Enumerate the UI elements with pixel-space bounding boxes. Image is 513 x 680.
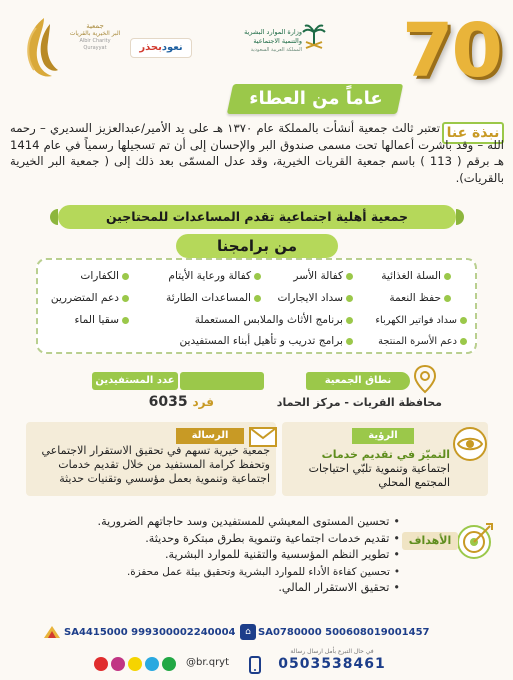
header xyxy=(0,0,513,115)
program-item xyxy=(381,270,451,283)
bullet-dot-icon xyxy=(444,273,451,280)
anniversary-caption: عاماً من العطاء xyxy=(249,88,383,109)
program-item xyxy=(74,314,129,327)
beneficiaries-title: عدد المستفيدين xyxy=(92,372,178,390)
goal-item: • تحقيق الاستقرار المالي. xyxy=(96,580,400,597)
goal-item: • تطوير النظم المؤسسية والتقنية للموارد البشرية. xyxy=(96,547,400,564)
ministry-logo xyxy=(228,18,326,64)
snapchat-icon[interactable] xyxy=(128,657,142,671)
bullet-dot-icon xyxy=(346,295,353,302)
sms-note: في حال التبرع بأمل ارسال رسالة xyxy=(290,648,374,655)
program-item xyxy=(80,270,129,283)
program-item xyxy=(389,292,451,305)
ministry-line1: وزارة الموارد البشرية xyxy=(244,28,302,36)
association-name-en2: Qurayyat xyxy=(83,45,107,51)
vision-highlight: التميّز في تقديم خدمات xyxy=(321,448,450,461)
beneficiaries-count xyxy=(108,394,228,410)
program-item xyxy=(179,335,353,348)
bullet-dot-icon xyxy=(460,338,467,345)
phone-icon xyxy=(246,656,264,674)
program-label: برامج تدريب و تأهيل أبناء المستفيدين xyxy=(179,335,343,347)
beneficiaries-unit: فرد xyxy=(192,395,214,409)
association-name-line1: جمعية xyxy=(86,22,104,30)
social-icons xyxy=(94,655,176,673)
bank-alinma-icon xyxy=(42,624,62,640)
program-label: سداد الايجارات xyxy=(277,292,343,304)
beneficiaries-number: 6035 xyxy=(148,394,188,410)
tagline-ribbon: جمعية أهلية اجتماعية تقدم المساعدات للمحتاجين xyxy=(58,205,456,229)
program-label: المساعدات الطارئة xyxy=(166,292,251,304)
badge-word-1: نعود xyxy=(161,42,183,53)
program-item xyxy=(378,335,467,348)
instagram-icon[interactable] xyxy=(111,657,125,671)
program-item xyxy=(168,270,261,283)
ministry-line3: المملكة العربية السعودية xyxy=(250,47,302,53)
bullet-dot-icon xyxy=(122,295,129,302)
association-name xyxy=(64,22,126,52)
program-label: الكفارات xyxy=(80,270,119,282)
program-item xyxy=(51,292,129,305)
program-item xyxy=(278,292,354,305)
bullet-dot-icon xyxy=(444,295,451,302)
phone-number[interactable]: 0503538461 xyxy=(278,656,386,672)
whatsapp-icon[interactable] xyxy=(162,657,176,671)
program-label: سقيا الماء xyxy=(74,314,119,326)
target-icon xyxy=(456,520,496,560)
program-label: دعم المتضررين xyxy=(50,292,119,304)
association-name-en1: Albir Charity xyxy=(79,38,111,44)
scope-text: محافظة القريات - مركز الحماد xyxy=(276,396,442,409)
bullet-dot-icon xyxy=(122,273,129,280)
back-cautiously-badge xyxy=(130,38,192,58)
palm-emblem-icon xyxy=(302,22,326,52)
location-pin-icon xyxy=(412,364,438,394)
program-label: سداد فواتير الكهرباء xyxy=(375,315,457,326)
program-item xyxy=(195,314,353,327)
bullet-dot-icon xyxy=(346,317,353,324)
association-name-line2: البر الخيرية بالقريات xyxy=(69,30,121,37)
program-item xyxy=(375,314,467,327)
ministry-line2: والتنمية الاجتماعية xyxy=(253,37,302,45)
ministry-name xyxy=(228,28,302,55)
programs-title: من برامجنا xyxy=(176,234,338,258)
twitter-icon[interactable] xyxy=(145,657,159,671)
program-label: السلة الغذائية xyxy=(381,270,441,282)
program-label: كفالة ورعاية الأيتام xyxy=(168,270,251,282)
goals-title: الأهداف xyxy=(402,532,458,550)
youtube-icon[interactable] xyxy=(94,657,108,671)
program-label: كفالة الأسر xyxy=(293,270,343,282)
vision-text xyxy=(292,448,450,490)
about-us-label: نبذة عنا xyxy=(442,122,504,144)
bullet-dot-icon xyxy=(122,317,129,324)
program-label: برنامج الأثاث والملابس المستعملة xyxy=(194,314,343,326)
goal-item: • تحسين كفاءة الأداء للموارد البشرية وتحقيق بيئة عمل محفزة. xyxy=(96,564,400,581)
program-item xyxy=(166,292,261,305)
vision-title: الرؤية xyxy=(352,428,414,444)
bullet-dot-icon xyxy=(346,273,353,280)
bullet-dot-icon xyxy=(346,338,353,345)
anniversary-number: 70 xyxy=(402,8,501,94)
association-logo-icon xyxy=(14,14,60,84)
program-item xyxy=(293,270,353,283)
badge-word-2: بحذر xyxy=(139,42,162,53)
eye-icon xyxy=(452,426,488,462)
beneficiaries-label xyxy=(180,372,264,390)
bank-alrajhi-icon: ⌂ xyxy=(240,624,256,640)
bullet-dot-icon xyxy=(460,317,467,324)
program-label: حفظ النعمة xyxy=(389,292,441,304)
scope-label: نطاق الجمعية xyxy=(306,372,410,390)
mission-title: الرسالة xyxy=(176,428,244,444)
bank-account-1[interactable]: SA0780000 500608019001457 xyxy=(258,627,430,638)
program-label: دعم الأسرة المنتجة xyxy=(378,336,457,347)
bullet-dot-icon xyxy=(254,273,261,280)
social-handle[interactable]: @br.qryt xyxy=(186,657,230,668)
goal-item: • تقديم خدمات اجتماعية وتنموية بطرق مبتكرة وحديثة. xyxy=(96,531,400,548)
vision-body: اجتماعية وتنموية تلبّي احتياجات المجتمع المحلي xyxy=(308,462,450,489)
bank-account-2[interactable]: SA4415000 999300002240004 xyxy=(64,627,236,638)
goals-list xyxy=(96,514,400,597)
mission-text: جمعية خيرية تسهم في تحقيق الاستقرار الاجتماعي وتحفظ كرامة المستفيد من خلال تقديم خدمات اجتماعية وتنموية بعمل مؤسسي وتقنيات حديثة xyxy=(41,444,270,485)
goal-item: • تحسين المستوى المعيشي للمستفيدين وسد حاجاتهم الضرورية. xyxy=(96,514,400,531)
about-us-text: تعتبر ثالث جمعية أنشأت بالمملكة عام ١٣٧٠ هـ على يد الأمير/عبدالعزيز السديري – رحمه الله – وقد باشرت أعمالها تحت مسمى صندوق البر والإحسان إلى أن تم تسجيلها رسمياً في عام 1414 هـ برقم ( 113 ) باسم جمعية القريات الخيرية، وقد عدل المسمّى بعد ذلك إلى ( جمعية البر الخيرية بالقريات). xyxy=(10,121,504,185)
bullet-dot-icon xyxy=(254,295,261,302)
